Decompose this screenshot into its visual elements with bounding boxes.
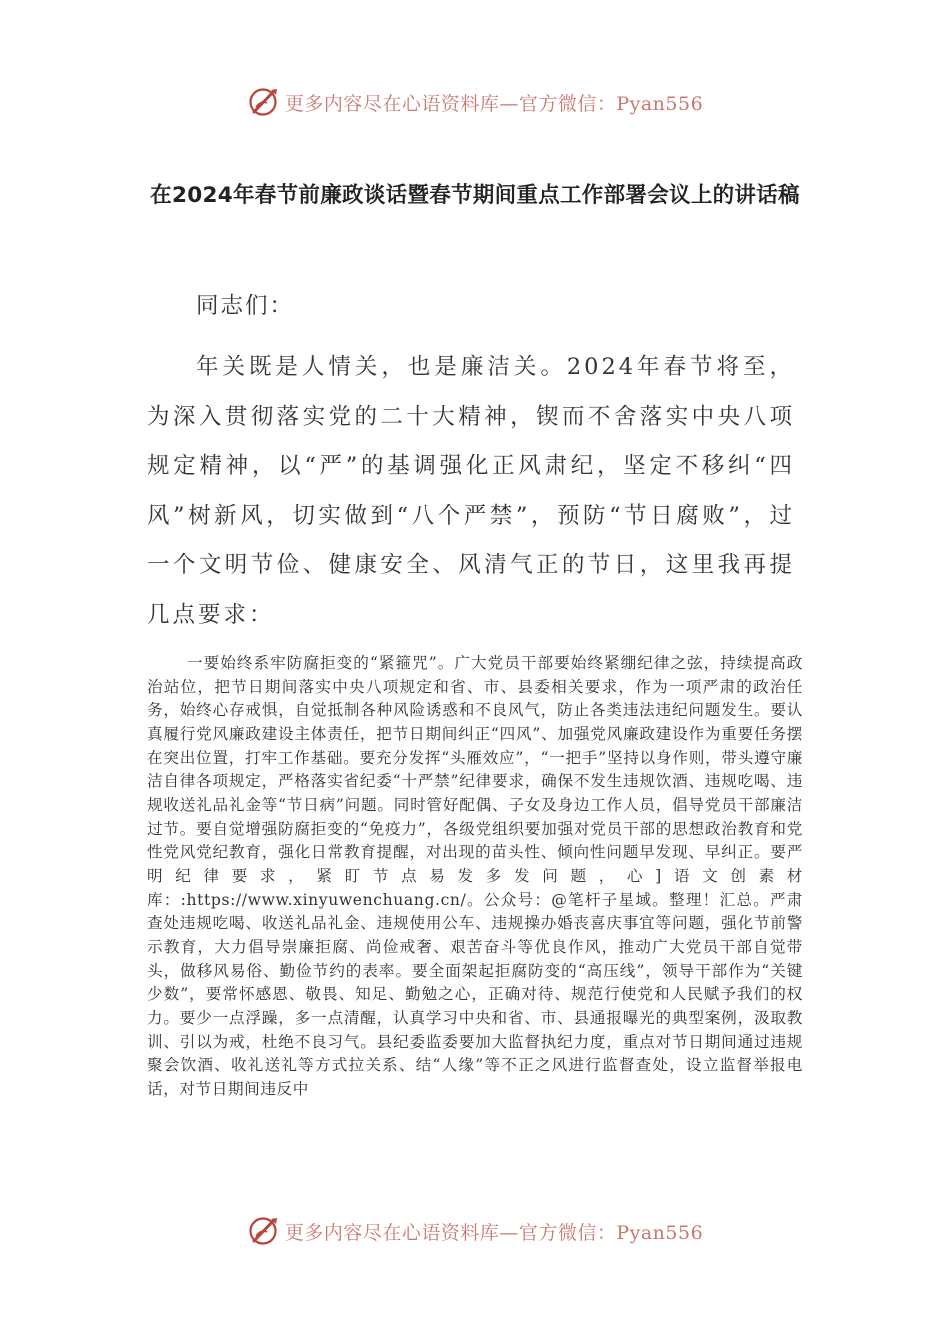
watermark-text: 更多内容尽在心语资料库—官方微信：Pyan556 — [284, 92, 704, 115]
header-watermark — [0, 82, 950, 122]
footer-watermark — [0, 1211, 950, 1251]
watermark-text: 更多内容尽在心语资料库—官方微信：Pyan556 — [284, 1221, 704, 1244]
pen-logo-icon — [247, 1214, 281, 1248]
salutation: 同志们： — [196, 293, 295, 319]
body-paragraph: 一要始终系牢防腐拒变的“紧箍咒”。广大党员干部要始终紧绷纪律之弦，持续提高政治站位，把节日期间落实中央八项规定和省、市、县委相关要求，作为一项严肃的政治任务，始终心存戒惧，自觉抵制各种风险诱惑和不良风气，防止各类违法违纪问题发生。要认真履行党风廉政建设主体责任，把节日期间纠正“四风”、加强党风廉政建设作为重要任务摆在突出位置，打牢工作基础。要充分发挥“头雁效应”，“一把手”坚持以身作则，带头遵守廉洁自律各项规定，严格落实省纪委“十严禁”纪律要求，确保不发生违规饮酒、违规吃喝、违规收送礼品礼金等“节日病”问题。同时管好配偶、子女及身边工作人员，倡导党员干部廉洁过节。要自觉增强防腐拒变的“免疫力”，各级党组织要加强对党员干部的思想政治教育和党性党风党纪教育，强化日常教育提醒，对出现的苗头性、倾向性问题早发现、早纠正。要严明纪律要求，紧盯节点易发多发问题，心]语文创素材库：:https://www.xinyuwenchuang.cn/。公众号：@笔杆子星域。整理！汇总。严肃查处违规吃喝、收送礼品礼金、违规使用公车、违规操办婚丧喜庆事宜等问题，强化节前警示教育，大力倡导崇廉拒腐、尚俭戒奢、艰苦奋斗等优良作风，推动广大党员干部自觉带头，做移风易俗、勤俭节约的表率。要全面架起拒腐防变的“高压线”，领导干部作为“关键少数”，要常怀感恩、敬畏、知足、勤勉之心，正确对待、规范行使党和人民赋予我们的权力。要少一点浮躁，多一点清醒，认真学习中央和省、市、县通报曝光的典型案例，汲取教训、引以为戒，杜绝不良习气。县纪委监委要加大监督执纪力度，重点对节日期间通过违规聚会饮酒、收礼送礼等方式拉关系、结“人缘”等不正之风进行监督查处，设立监督举报电话，对节日期间违反中 — [147, 654, 803, 1098]
document-title: 在2024年春节前廉政谈话暨春节期间重点工作部署会议上的讲话稿 — [150, 183, 800, 208]
intro-paragraph: 年关既是人情关，也是廉洁关。2024年春节将至，为深入贯彻落实党的二十大精神，锲而不舍落实中央八项规定精神，以“严”的基调强化正风肃纪，坚定不移纠“四风”树新风，切实做到“八个严禁”，预防“节日腐败”，过一个文明节俭、健康安全、风清气正的节日，这里我再提几点要求： — [147, 354, 795, 628]
pen-logo-icon — [247, 85, 281, 119]
